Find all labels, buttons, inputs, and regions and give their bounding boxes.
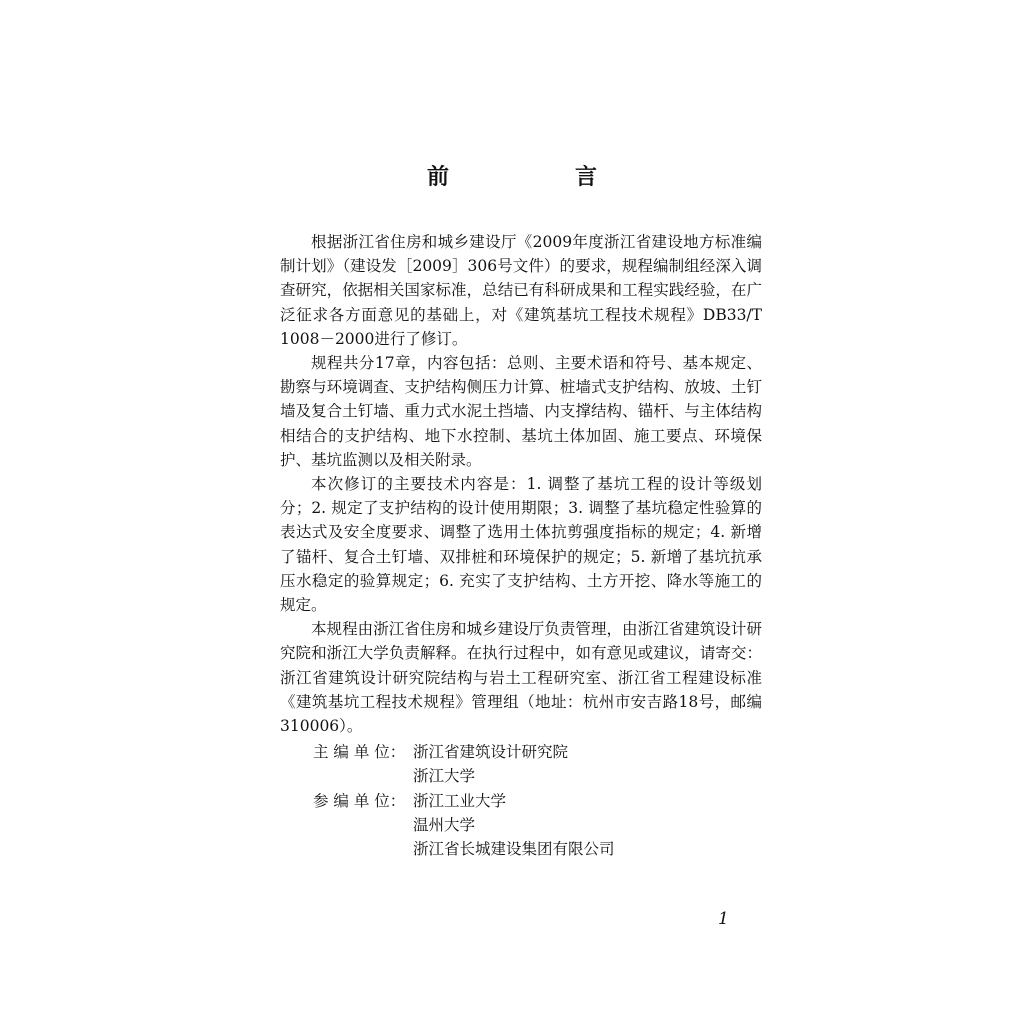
organization-name: 浙江大学: [413, 767, 476, 786]
participant-row: [280, 789, 762, 862]
organization-name: 浙江省建筑设计研究院: [413, 743, 569, 762]
preface-paragraph: 规程共分17章，内容包括：总则、主要术语和符号、基本规定、勘察与环境调查、支护结构侧压力计算、桩墙式支护结构、放坡、土钉墙及复合土钉墙、重力式水泥土挡墙、内支撑结构、锚杆、与主体结构相结合的支护结构、地下水控制、基坑土体加固、施工要点、环境保护、基坑监测以及相关附录。: [280, 354, 762, 469]
preface-paragraph: 本次修订的主要技术内容是：1. 调整了基坑工程的设计等级划分；2. 规定了支护结构的设计使用期限；3. 调整了基坑稳定性验算的表达式及安全度要求、调整了选用土体抗剪强度指标的规定；4. 新增了锚杆、复合土钉墙、双排桩和环境保护的规定；5. 新增了基坑抗承压水稳定的验算规定；6. 充实了支护结构、土方开挖、降水等施工的规定。: [280, 475, 762, 615]
preface-paragraph: 本规程由浙江省住房和城乡建设厅负责管理，由浙江省建筑设计研究院和浙江大学负责解释。在执行过程中，如有意见或建议，请寄交：浙江省建筑设计研究院结构与岩土工程研究室、浙江省工程建设标准《建筑基坑工程技术规程》管理组（地址：杭州市安吉路18号，邮编310006）。: [280, 620, 762, 736]
preface-paragraph: 根据浙江省住房和城乡建设厅《2009年度浙江省建设地方标准编制计划》（建设发［2009］306号文件）的要求，规程编制组经深入调查研究，依据相关国家标准，总结已有科研成果和工程实践经验，在广泛征求各方面意见的基础上，对《建筑基坑工程技术规程》DB33/T 1008－2000进行了修订。: [280, 233, 762, 348]
chief-editor-label: 主 编 单 位：: [313, 743, 406, 762]
participant-orgs: [413, 789, 615, 862]
page-title: 前 言: [426, 165, 649, 190]
credits-block: [280, 740, 762, 861]
preface-body: [280, 230, 762, 861]
chief-editor-orgs: [413, 740, 568, 788]
participant-label: 参 编 单 位：: [313, 791, 406, 810]
organization-name: 温州大学: [413, 815, 476, 834]
chief-editor-row: [280, 740, 762, 788]
organization-name: 浙江省长城建设集团有限公司: [413, 840, 615, 859]
organization-name: 浙江工业大学: [413, 791, 507, 810]
page-number: 1: [718, 909, 729, 929]
